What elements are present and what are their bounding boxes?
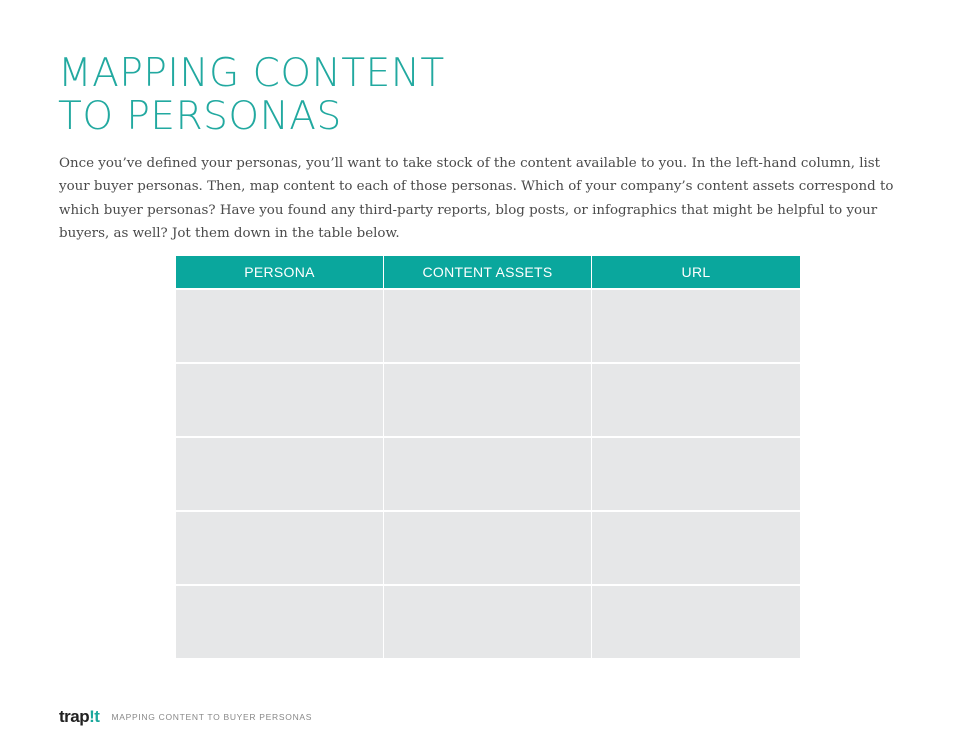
table-cell-persona[interactable]: [176, 586, 383, 658]
logo-text: trap: [59, 707, 90, 726]
column-header-persona: PERSONA: [176, 256, 383, 288]
table-cell-url[interactable]: [592, 512, 800, 584]
page-footer: [59, 706, 312, 728]
logo-accent: !t: [89, 707, 100, 726]
table-cell-content-assets[interactable]: [384, 290, 591, 362]
table-cell-persona[interactable]: [176, 438, 383, 510]
page-title-line-1: MAPPING CONTENT: [58, 51, 445, 96]
footer-caption: MAPPING CONTENT TO BUYER PERSONAS: [111, 712, 313, 722]
table-cell-content-assets[interactable]: [384, 586, 591, 658]
intro-paragraph: Once you’ve defined your personas, you’ll want to take stock of the content available to you. In the left-hand column, list your buyer personas. Then, map content to each of those personas. Which of your company’s content assets correspond to which buyer personas? Have you found any third-party reports, blog posts, or infographics that might be helpful to your buyers, as well? Jot them down in the table below.: [59, 156, 894, 241]
table-cell-url[interactable]: [592, 364, 800, 436]
table-cell-persona[interactable]: [176, 290, 383, 362]
table-cell-content-assets[interactable]: [384, 512, 591, 584]
table-cell-persona[interactable]: [176, 364, 383, 436]
table-cell-content-assets[interactable]: [384, 438, 591, 510]
column-header-content-assets: CONTENT ASSETS: [384, 256, 591, 288]
page-title: [58, 52, 445, 138]
trapit-logo: [59, 707, 99, 727]
table-cell-persona[interactable]: [176, 512, 383, 584]
column-header-url: URL: [592, 256, 800, 288]
table-cell-url[interactable]: [592, 290, 800, 362]
page-title-line-2: TO PERSONAS: [58, 94, 342, 139]
table-cell-content-assets[interactable]: [384, 364, 591, 436]
persona-mapping-table: [176, 256, 800, 658]
table-cell-url[interactable]: [592, 586, 800, 658]
table-cell-url[interactable]: [592, 438, 800, 510]
